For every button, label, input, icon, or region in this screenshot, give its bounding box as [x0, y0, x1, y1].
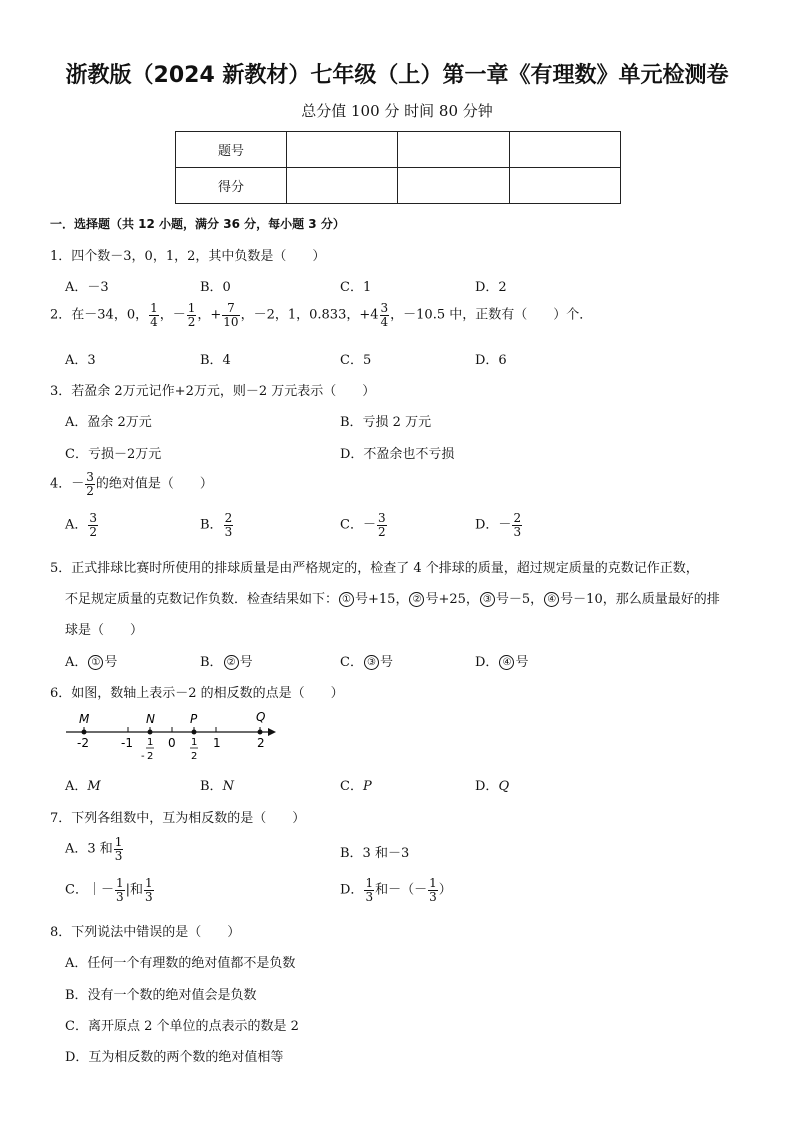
numerator: 1 [115, 876, 124, 890]
question-4-option-b[interactable] [200, 512, 234, 538]
denominator: 10 [223, 314, 239, 329]
question-2-option-b[interactable]: B．4 [200, 353, 231, 368]
option-text: 号 [104, 655, 118, 670]
question-1-stem: 1．四个数－3，0，1，2，其中负数是（ ） [50, 249, 326, 264]
question-1-option-c[interactable]: C．1 [340, 280, 372, 295]
question-4-stem [50, 471, 213, 497]
number-line-figure [62, 708, 292, 766]
score-row-label: 得分 [176, 168, 287, 204]
option-label: B． [200, 655, 223, 670]
denominator: 3 [224, 524, 233, 539]
q5-text: 号－5， [495, 592, 544, 607]
question-5-option-a[interactable] [65, 651, 117, 670]
numerator: 1 [144, 876, 153, 890]
denominator: 3 [429, 889, 437, 904]
fraction [114, 836, 124, 862]
option-text: |和 [125, 882, 143, 898]
denominator: 3 [114, 848, 123, 863]
question-5-stem-line-3: 球是（ ） [65, 623, 144, 638]
option-label: D．－ [475, 517, 512, 533]
q5-text: 号－10，那么质量最好的排 [560, 592, 720, 607]
page-title: 浙教版（2024 新教材）七年级（上）第一章《有理数》单元检测卷 [65, 63, 729, 88]
denominator: 3 [513, 524, 522, 539]
option-text: N [222, 779, 234, 794]
denominator: 3 [144, 889, 153, 904]
option-text: ） [438, 882, 452, 898]
page-subtitle: 总分值 100 分 时间 80 分钟 [301, 102, 493, 120]
score-cell[interactable] [510, 132, 621, 168]
question-7-option-c[interactable] [65, 877, 155, 903]
point-label-p: P [190, 712, 198, 726]
option-label: C．｜－ [65, 882, 114, 898]
fraction [85, 471, 95, 497]
option-label: D． [475, 779, 499, 794]
option-label: D． [340, 882, 364, 898]
option-text: P [362, 779, 372, 794]
score-row-label: 题号 [176, 132, 287, 168]
tick-label: 1 [213, 736, 221, 750]
numerator: 3 [86, 470, 94, 484]
option-label: A．3 和 [65, 841, 113, 857]
fraction-denominator: 2 [147, 751, 154, 762]
denominator: 2 [377, 524, 386, 539]
point-q-dot [258, 730, 263, 735]
tick-label: 2 [257, 736, 265, 750]
point-label-m: M [79, 712, 90, 726]
denominator: 2 [89, 524, 98, 539]
q2-text: ，－2，1，0.833，+4 [240, 307, 379, 323]
question-4-option-d[interactable] [475, 512, 523, 538]
question-7-stem: 7．下列各组数中，互为相反数的是（ ） [50, 811, 306, 826]
numerator: 3 [380, 301, 389, 315]
option-label: A． [65, 517, 88, 533]
question-1-option-a[interactable]: A．－3 [65, 280, 109, 295]
score-cell[interactable] [287, 168, 398, 204]
option-label: A． [65, 655, 88, 670]
option-label: B． [200, 779, 223, 794]
circled-number: ② [224, 655, 239, 670]
numerator: 2 [513, 511, 522, 525]
numerator: 1 [150, 301, 158, 315]
question-6-stem: 6．如图，数轴上表示－2 的相反数的点是（ ） [50, 686, 344, 701]
point-label-n: N [146, 712, 155, 726]
fraction-sign: - [141, 751, 145, 762]
q4-text: 4．－ [50, 476, 85, 492]
tick-label: -1 [121, 736, 133, 750]
denominator: 3 [115, 889, 124, 904]
numerator: 1 [429, 876, 437, 890]
question-8-option-a[interactable]: A．任何一个有理数的绝对值都不是负数 [65, 956, 296, 971]
q2-text: ，－10.5 中，正数有（ ）个． [390, 307, 593, 323]
question-3-option-c[interactable]: C．亏损－2万元 [65, 447, 162, 462]
circled-number: ③ [364, 655, 379, 670]
option-text: 号 [515, 655, 529, 670]
q5-text: 号+25， [425, 592, 479, 607]
fraction [428, 877, 438, 903]
question-3-option-a[interactable]: A．盈余 2万元 [65, 415, 152, 430]
fraction [380, 302, 390, 328]
question-6-option-c[interactable] [340, 775, 372, 794]
question-3-stem: 3．若盈余 2万元记作+2万元，则－2 万元表示（ ） [50, 384, 376, 399]
question-5-option-b[interactable] [200, 651, 253, 670]
question-2-option-d[interactable]: D．6 [475, 353, 507, 368]
option-text: 和－（－ [375, 882, 428, 898]
tick-label: -2 [77, 736, 89, 750]
question-5-option-c[interactable] [340, 651, 393, 670]
question-2-option-c[interactable]: C．5 [340, 353, 372, 368]
fraction [187, 302, 197, 328]
option-text: 号 [239, 655, 253, 670]
point-p-dot [192, 730, 197, 735]
question-8-option-d[interactable]: D．互为相反数的两个数的绝对值相等 [65, 1050, 284, 1065]
question-4-option-c[interactable] [340, 512, 388, 538]
circled-number: ④ [544, 592, 559, 607]
point-n-dot [148, 730, 153, 735]
numerator: 3 [377, 511, 386, 525]
score-cell[interactable] [510, 168, 621, 204]
q2-text: ，+ [197, 307, 222, 323]
option-label: C．－ [340, 517, 376, 533]
question-5-option-d[interactable] [475, 651, 528, 670]
fraction [88, 512, 98, 538]
numerator: 2 [224, 511, 233, 525]
option-text: 号 [379, 655, 393, 670]
question-5-stem-line-2 [65, 588, 720, 607]
fraction [512, 512, 522, 538]
numerator: 1 [365, 876, 374, 890]
fraction [222, 302, 239, 328]
score-table-row [176, 132, 621, 168]
section-heading: 一．选择题（共 12 小题，满分 36 分，每小题 3 分） [50, 217, 345, 231]
question-6-option-a[interactable] [65, 775, 101, 794]
number-line-ticks [84, 727, 260, 732]
point-m-dot [82, 730, 87, 735]
option-label: C． [340, 655, 363, 670]
fraction [364, 877, 374, 903]
tick-label: 0 [168, 736, 176, 750]
fraction [224, 512, 234, 538]
question-3-option-d[interactable]: D．不盈余也不亏损 [340, 447, 455, 462]
numerator: 7 [222, 302, 239, 316]
q5-text: 不足规定质量的克数记作负数．检查结果如下： [65, 592, 339, 607]
fraction-numerator: 1 [147, 737, 154, 748]
fraction [115, 877, 125, 903]
fraction-numerator: 1 [191, 737, 198, 748]
question-1-option-b[interactable]: B．0 [200, 280, 231, 295]
denominator: 2 [187, 314, 196, 329]
question-7-option-d[interactable] [340, 877, 452, 903]
numerator: 3 [89, 511, 98, 525]
question-3-option-b[interactable]: B．亏损 2 万元 [340, 415, 432, 430]
number-line-arrow-icon [268, 728, 276, 736]
score-cell[interactable] [398, 168, 510, 204]
circled-number: ③ [480, 592, 495, 607]
question-4-option-a[interactable] [65, 512, 99, 538]
option-text: Q [498, 779, 510, 794]
score-cell[interactable] [287, 132, 398, 168]
circled-number: ① [339, 592, 354, 607]
denominator: 4 [150, 314, 158, 329]
score-table [175, 131, 621, 204]
denominator: 4 [380, 314, 389, 329]
numerator: 1 [114, 835, 123, 849]
option-label: C． [340, 779, 363, 794]
circled-number: ④ [499, 655, 514, 670]
question-1-option-d[interactable]: D．2 [475, 280, 507, 295]
q2-text: ，－ [159, 307, 186, 323]
question-6-option-b[interactable] [200, 775, 234, 794]
question-2-option-a[interactable]: A．3 [65, 353, 96, 368]
fraction [149, 302, 159, 328]
question-7-option-a[interactable] [65, 836, 124, 862]
denominator: 2 [86, 483, 94, 498]
question-8-stem: 8．下列说法中错误的是（ ） [50, 925, 241, 940]
fraction [377, 512, 387, 538]
q4-text: 的绝对值是（ ） [95, 476, 213, 492]
q5-text: 号+15， [355, 592, 409, 607]
question-2-stem [50, 302, 592, 328]
question-5-stem-line-1: 5．正式排球比赛时所使用的排球质量是由严格规定的，检查了 4 个排球的质量，超过规定质量的克数记作正数， [50, 561, 699, 576]
option-label: A． [65, 779, 88, 794]
question-8-option-b[interactable]: B．没有一个数的绝对值会是负数 [65, 988, 257, 1003]
fraction [144, 877, 154, 903]
score-table-row [176, 168, 621, 204]
option-label: D． [475, 655, 499, 670]
question-7-option-b[interactable]: B．3 和－3 [340, 846, 410, 861]
circled-number: ① [88, 655, 103, 670]
score-cell[interactable] [398, 132, 510, 168]
option-label: B． [200, 517, 223, 533]
option-text: M [87, 779, 101, 794]
question-8-option-c[interactable]: C．离开原点 2 个单位的点表示的数是 2 [65, 1019, 299, 1034]
point-label-q: Q [256, 710, 266, 724]
q2-text: 2．在－34，0， [50, 307, 149, 323]
numerator: 1 [187, 301, 196, 315]
denominator: 3 [365, 889, 374, 904]
question-6-option-d[interactable] [475, 775, 509, 794]
circled-number: ② [409, 592, 424, 607]
fraction-denominator: 2 [191, 751, 198, 762]
